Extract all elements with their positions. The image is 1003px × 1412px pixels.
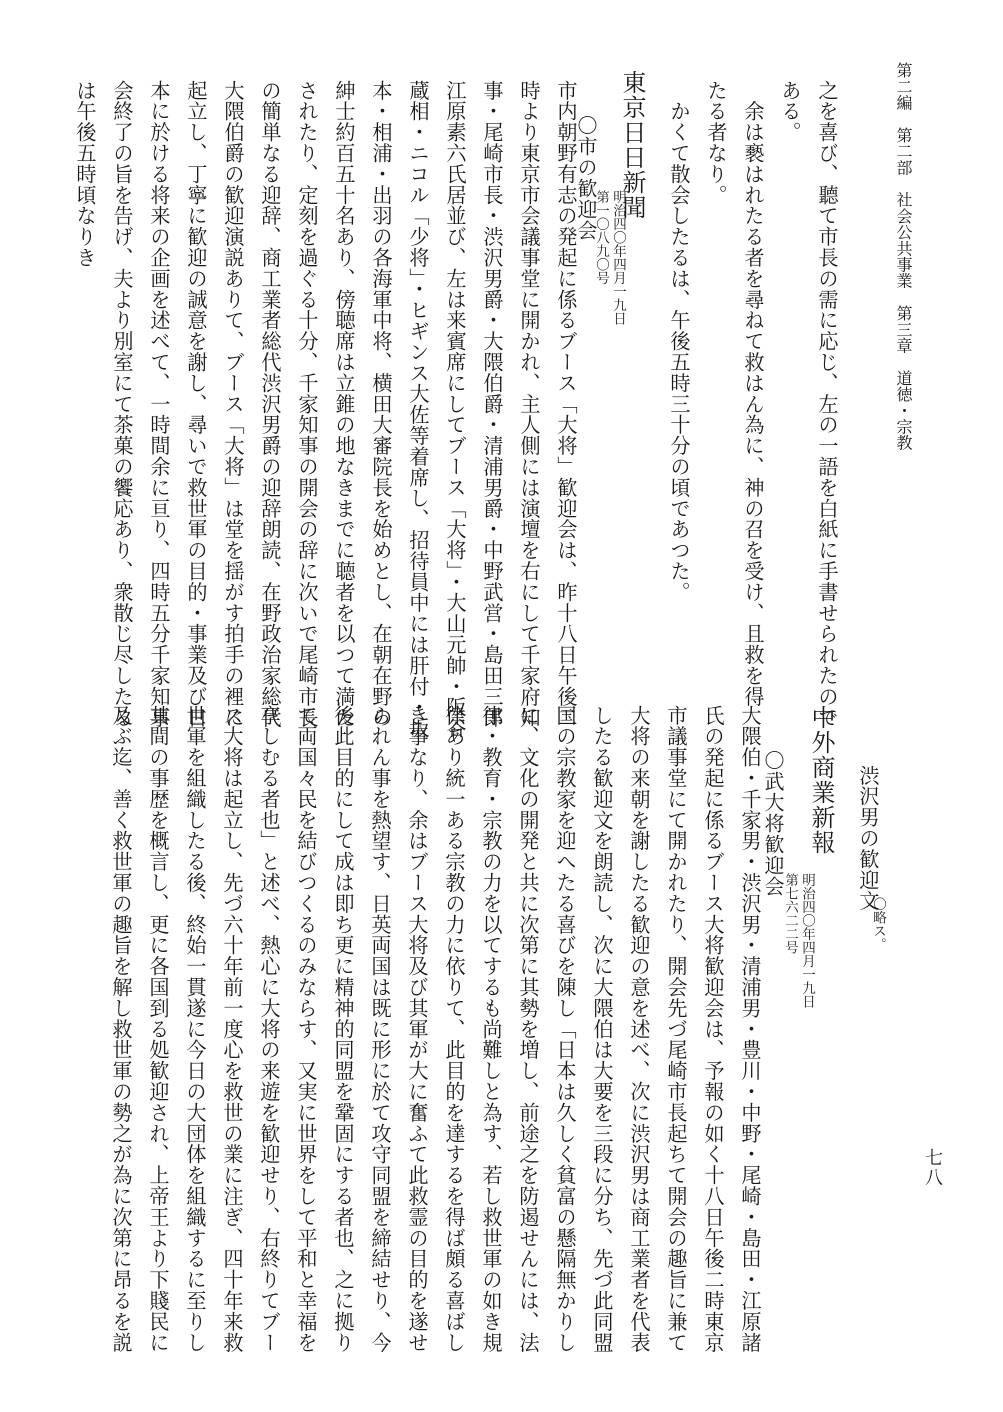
body-line: き事なり、余はブース大将及び其軍が大に奮ふて此救霊の目的を遂せ [405, 705, 429, 1353]
body-line: 蔵相・ニコル「少将」・ヒギンス大佐等着席し、招待員中には肝付・坂 [406, 80, 430, 739]
body-line: かくて散会したるは、午後五時三十分の頃であつた。 [667, 80, 691, 603]
body-line: 律・教育・宗教の力を以てするも尚難しと為す、若し救世軍の如き規 [479, 705, 503, 1353]
body-line: ス大将は起立し、先づ六十年前一度心を救世の業に注ぎ、四十年来救 [220, 705, 244, 1353]
body-line: 及ぶ迄、善く救世軍の趣旨を解し救世軍の勢之が為に次第に昂るを説 [109, 705, 133, 1353]
body-line: て両国々民を結びつくるのみならす、又実に世界をして平和と幸福を [294, 705, 318, 1353]
body-line: は午後五時頃なりき [73, 80, 97, 269]
newspaper-title: 中外商業新報 [807, 705, 835, 855]
body-line: されたり、定刻を過ぐる十分、千家知事の開会の辞に次いで尾崎市長 [295, 80, 319, 728]
body-line: 国の宗教家を迎へたる喜びを陳し「日本は久しく貧富の懸隔無かりし [553, 705, 577, 1353]
running-head: 第二編 第二部 社会公共事業 第三章 道徳・宗教 [894, 62, 913, 451]
body-line: 之を喜び、聽て市長の需に応じ、左の一語を白紙に手書せられたので [815, 80, 839, 728]
body-line: 市内朝野有志の発起に係るブース「大将」歓迎会は、昨十八日午後二 [554, 80, 578, 728]
issue-number: 第一〇八九〇号 [593, 190, 609, 285]
body-line: 紳士約百五十名あり、傍聴席は立錐の地なきまでに聴者を以つて満た [332, 80, 356, 728]
issue-number: 第七六二二号 [782, 873, 798, 954]
body-line: 後此目的にして成は即ち更に精神的同盟を鞏固にする者也、之に拠り [331, 705, 355, 1353]
newspaper-title: 東京日日新聞 [618, 70, 646, 220]
article-subtitle: 〇市の歓迎会 [574, 115, 598, 241]
body-line: 律あり統一ある宗教の力に依りて、此目的を達するを得ば頗る喜ばし [442, 705, 466, 1353]
body-line: 江原素六氏居並び、左は来賓席にしてブース「大将」・大山元帥・阪谷 [443, 80, 467, 739]
body-line: 氏の発起に係るブース大将歓迎会は、予報の如く十八日午後二時東京 [701, 705, 725, 1353]
body-line: 大隈伯・千家男・渋沢男・清浦男・豊川・中野・尾崎・島田・江原諸 [738, 705, 762, 1353]
body-line: たる者なり。 [704, 80, 728, 206]
body-line: 市議事堂にて開かれたり、開会先づ尾崎市長起ちて開会の趣旨に兼て [664, 705, 688, 1353]
body-line: 世軍を組織したる後、終始一貫遂に今日の大団体を組織するに至りし [183, 705, 207, 1353]
body-line: 起立し、丁寧に歓迎の誠意を謝し、尋いで救世軍の目的・事業及び日 [184, 80, 208, 728]
body-line: に、文化の開発と共に次第に其勢を増し、前途之を防遏せんには、法 [516, 705, 540, 1353]
issue-date: 明治四〇年四月一九日 [610, 190, 626, 325]
body-line: 本に於ける将来の企画を述べて、一時間余に亘り、四時五分千家知事 [147, 80, 171, 728]
body-line: の簡単なる迎辞、商工業者総代渋沢男爵の迎辞朗読、在野政治家総代 [258, 80, 282, 728]
body-line: したる歓迎文を朗読し、次に大隈伯は大要を三段に分ち、先づ此同盟 [590, 705, 614, 1353]
body-line: 事・尾崎市長・渋沢男爵・大隈伯爵・清浦男爵・中野武営・島田三郎 [480, 80, 504, 728]
body-line: 其間の事歴を概言し、更に各国到る処歓迎され、上帝王より下賤民に [146, 705, 170, 1353]
page-number: 七八 [922, 1148, 943, 1188]
body-line: ある。 [778, 80, 802, 143]
article-subtitle: 〇武大将歓迎会 [761, 750, 785, 897]
omission-note-mark: 〇略ス。 [870, 897, 886, 951]
body-line: 大隈伯爵の歓迎演説ありて、ブース「大将」は堂を揺がす拍手の裡に [221, 80, 245, 728]
omission-note-title: 渋沢男の歓迎文 [856, 765, 880, 912]
issue-date: 明治四〇年四月一九日 [799, 873, 815, 1008]
body-line: 大将の来朝を謝したる歓迎の意を述べ、次に渋沢男は商工業者を代表 [627, 705, 651, 1353]
body-line: られん事を熱望す、日英両国は既に形に於て攻守同盟を締結せり、今 [368, 705, 392, 1353]
body-line: 会終了の旨を告げ、夫より別室にて茶菓の饗応あり、衆散じ尽したる [110, 80, 134, 728]
body-line: 余は褻はれたる者を尋ねて救はん為に、神の召を受け、且救を得 [741, 80, 765, 707]
body-line: 本・相浦・出羽の各海軍中将、横田大審院長を始めとし、在朝在野の [369, 80, 393, 728]
body-line: 享しむる者也」と述べ、熱心に大将の来遊を歓迎せり、右終りてブー [257, 705, 281, 1353]
body-line: 時より東京市会議事堂に開かれ、主人側には演壇を右にして千家府知 [517, 80, 541, 728]
